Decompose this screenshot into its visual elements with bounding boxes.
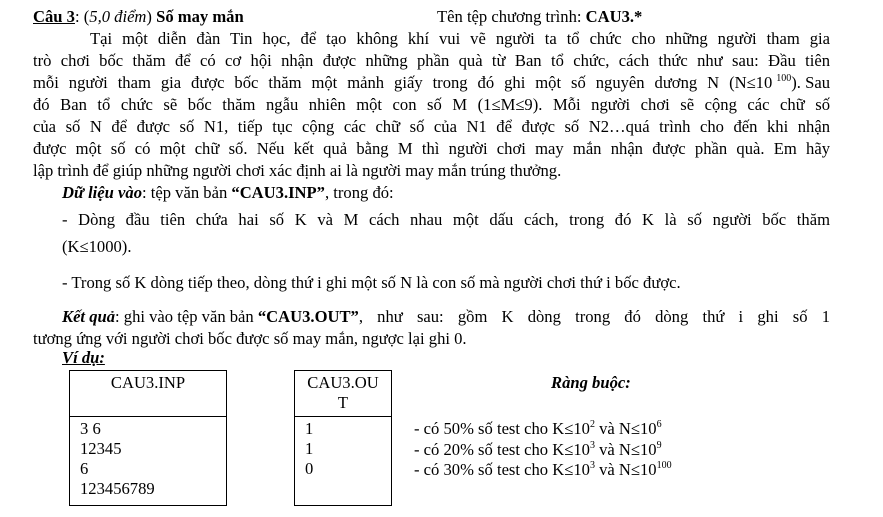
n-limit-exponent: 100	[776, 73, 792, 84]
question-label: Câu 3	[33, 7, 75, 26]
question-header	[33, 7, 244, 27]
constraint-item: - có 50% số test cho $K\le 10^2$ và $N\le 10^6$	[414, 419, 662, 438]
statement-line-2: trò chơi bốc thăm để có cơ hội nhận được những phần quà từ Ban tổ chức, cách thức như sau: Đầu tiên	[33, 51, 830, 70]
constraints-title: Ràng buộc:	[551, 373, 631, 392]
output-row: 1	[305, 439, 314, 458]
output-section-line-1	[62, 307, 830, 327]
output-example-table	[294, 370, 392, 506]
input-intro-a: : tệp văn bản	[142, 183, 232, 202]
input-row: 123456789	[80, 479, 155, 498]
k-exponent: 3	[589, 460, 595, 471]
n-exponent: 9	[656, 440, 662, 451]
output-line1-b: , như sau: gồm K dòng trong đó dòng thứ i ghi số 1	[358, 307, 830, 326]
constraint-item: - có 20% số test cho $K\le 10^3$ và $N\le 10^9$	[414, 440, 662, 459]
input-label: Dữ liệu vào	[62, 183, 142, 202]
statement-line-6: được một số có một chữ số. Nếu kết quả bằng M thì người chơi may mắn nhận được phần quà. Em hãy	[33, 139, 830, 158]
statement-line-5: của số N để được số N1, tiếp tục cộng các chữ số của N1 để được số N2…quá trình cho đến khi nhận	[33, 117, 830, 136]
input-row: 12345	[80, 439, 122, 458]
output-row: 1	[305, 419, 314, 438]
question-points: 5,0 điểm	[89, 7, 147, 26]
output-section-line-2: tương ứng với người chơi bốc được số may mắn, ngược lại ghi 0.	[33, 329, 467, 348]
header-close-paren: )	[146, 7, 157, 26]
output-line1-a: : ghi vào tệp văn bản	[115, 307, 258, 326]
problem-title: Số may mắn	[156, 7, 244, 26]
filename-label: Tên tệp chương trình:	[437, 7, 586, 26]
statement-line-3-text: mỗi người tham gia được bốc thăm một mảnh giấy trong đó ghi một số nguyên dương N (N≤10	[33, 73, 773, 92]
input-item-1-cont: (K≤1000).	[62, 237, 132, 256]
statement-line-3	[33, 73, 830, 93]
output-table-header: CAU3.OU T	[295, 371, 391, 417]
input-table-header: CAU3.INP	[70, 371, 226, 417]
input-section-heading	[62, 183, 394, 203]
output-table-body	[295, 417, 391, 505]
input-example-table	[69, 370, 227, 506]
statement-line-4: đó Ban tổ chức sẽ bốc thăm ngẫu nhiên một con số M (1≤M≤9). Mỗi người chơi sẽ cộng các chữ số	[33, 95, 830, 114]
input-row: 3 6	[80, 419, 101, 438]
input-item-2: - Trong số K dòng tiếp theo, dòng thứ i ghi một số N là con số mà người chơi thứ i bốc được.	[62, 273, 681, 292]
constraint-item: - có 30% số test cho $K\le 10^3$ và $N\le 10^{100}$	[414, 460, 672, 479]
input-table-body	[70, 417, 226, 505]
k-exponent: 3	[589, 440, 595, 451]
k-exponent: 2	[589, 419, 595, 430]
statement-line-1: Tại một diễn đàn Tin học, để tạo không khí vui vẽ người ta tổ chức cho những người tham gia	[90, 29, 830, 48]
program-filename: CAU3.*	[585, 7, 643, 26]
program-filename-line	[437, 7, 642, 27]
output-label: Kết quả	[62, 307, 116, 326]
statement-line-3-tail: ). Sau	[791, 73, 830, 92]
n-exponent: 6	[656, 419, 662, 430]
statement-line-7: lập trình để giúp những người chơi xác định ai là người may mắn trúng thưởng.	[33, 161, 562, 180]
example-label: Ví dụ:	[62, 348, 105, 367]
header-colon: : (	[74, 7, 90, 26]
input-item-1: - Dòng đầu tiên chứa hai số K và M cách nhau một dấu cách, trong đó K là số người bốc thăm	[62, 210, 830, 229]
input-filename: “CAU3.INP”	[231, 183, 325, 202]
n-exponent: 100	[656, 460, 672, 471]
input-intro-b: , trong đó:	[324, 183, 394, 202]
input-row: 6	[80, 459, 89, 478]
output-row: 0	[305, 459, 314, 478]
output-filename: “CAU3.OUT”	[257, 307, 359, 326]
